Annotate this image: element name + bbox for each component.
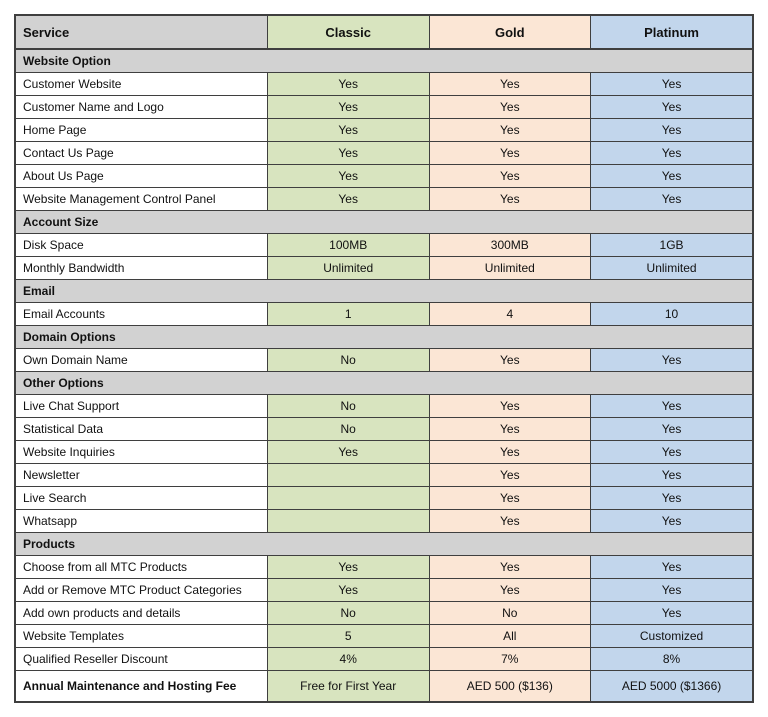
service-cell: Live Search bbox=[15, 487, 267, 510]
platinum-cell: Unlimited bbox=[591, 257, 753, 280]
classic-cell: Yes bbox=[267, 119, 429, 142]
table-body bbox=[15, 49, 753, 702]
service-cell: Add or Remove MTC Product Categories bbox=[15, 579, 267, 602]
classic-cell: 5 bbox=[267, 625, 429, 648]
column-header-classic: Classic bbox=[267, 15, 429, 49]
service-cell: Qualified Reseller Discount bbox=[15, 648, 267, 671]
service-cell: Home Page bbox=[15, 119, 267, 142]
platinum-cell: Yes bbox=[591, 602, 753, 625]
classic-cell: Yes bbox=[267, 142, 429, 165]
platinum-cell: Yes bbox=[591, 349, 753, 372]
section-header-domain-options: Domain Options bbox=[15, 326, 753, 349]
classic-cell: Yes bbox=[267, 556, 429, 579]
gold-cell: Yes bbox=[429, 556, 591, 579]
service-cell: Monthly Bandwidth bbox=[15, 257, 267, 280]
table-row-live-chat-support bbox=[15, 395, 753, 418]
gold-cell: Yes bbox=[429, 349, 591, 372]
classic-cell: Yes bbox=[267, 188, 429, 211]
classic-cell: Free for First Year bbox=[267, 671, 429, 703]
platinum-cell: 10 bbox=[591, 303, 753, 326]
platinum-cell: Yes bbox=[591, 441, 753, 464]
platinum-cell: Yes bbox=[591, 96, 753, 119]
gold-cell: Yes bbox=[429, 510, 591, 533]
section-row-email bbox=[15, 280, 753, 303]
section-row-domain-options bbox=[15, 326, 753, 349]
section-row-other-options bbox=[15, 372, 753, 395]
service-cell: Disk Space bbox=[15, 234, 267, 257]
section-row-products bbox=[15, 533, 753, 556]
service-cell: Annual Maintenance and Hosting Fee bbox=[15, 671, 267, 703]
table-row-website-management-control-panel bbox=[15, 188, 753, 211]
gold-cell: 4 bbox=[429, 303, 591, 326]
gold-cell: Yes bbox=[429, 487, 591, 510]
gold-cell: Yes bbox=[429, 119, 591, 142]
table-row-disk-space bbox=[15, 234, 753, 257]
gold-cell: No bbox=[429, 602, 591, 625]
table-row-customer-name-and-logo bbox=[15, 96, 753, 119]
classic-cell: Yes bbox=[267, 165, 429, 188]
classic-cell: No bbox=[267, 395, 429, 418]
table-row-live-search bbox=[15, 487, 753, 510]
gold-cell: 300MB bbox=[429, 234, 591, 257]
service-cell: Contact Us Page bbox=[15, 142, 267, 165]
service-cell: Customer Website bbox=[15, 73, 267, 96]
classic-cell: Yes bbox=[267, 73, 429, 96]
gold-cell: Yes bbox=[429, 464, 591, 487]
gold-cell: Yes bbox=[429, 395, 591, 418]
classic-cell: Yes bbox=[267, 441, 429, 464]
column-header-platinum: Platinum bbox=[591, 15, 753, 49]
platinum-cell: Yes bbox=[591, 418, 753, 441]
gold-cell: AED 500 ($136) bbox=[429, 671, 591, 703]
platinum-cell: Yes bbox=[591, 165, 753, 188]
pricing-comparison-table bbox=[14, 14, 754, 703]
platinum-cell: Customized bbox=[591, 625, 753, 648]
gold-cell: Yes bbox=[429, 441, 591, 464]
service-cell: Website Inquiries bbox=[15, 441, 267, 464]
service-cell: Live Chat Support bbox=[15, 395, 267, 418]
section-header-other-options: Other Options bbox=[15, 372, 753, 395]
table-row-add-own-products-and-details bbox=[15, 602, 753, 625]
table-row-own-domain-name bbox=[15, 349, 753, 372]
classic-cell: No bbox=[267, 349, 429, 372]
gold-cell: Yes bbox=[429, 165, 591, 188]
classic-cell: Unlimited bbox=[267, 257, 429, 280]
classic-cell: 1 bbox=[267, 303, 429, 326]
gold-cell: Yes bbox=[429, 73, 591, 96]
service-cell: Statistical Data bbox=[15, 418, 267, 441]
table-row-choose-from-all-mtc-products bbox=[15, 556, 753, 579]
gold-cell: Yes bbox=[429, 96, 591, 119]
classic-cell: No bbox=[267, 602, 429, 625]
platinum-cell: 1GB bbox=[591, 234, 753, 257]
service-cell: Own Domain Name bbox=[15, 349, 267, 372]
gold-cell: Yes bbox=[429, 188, 591, 211]
table-row-website-templates bbox=[15, 625, 753, 648]
gold-cell: 7% bbox=[429, 648, 591, 671]
table-row-customer-website bbox=[15, 73, 753, 96]
table-row-whatsapp bbox=[15, 510, 753, 533]
section-header-products: Products bbox=[15, 533, 753, 556]
service-cell: Whatsapp bbox=[15, 510, 267, 533]
platinum-cell: Yes bbox=[591, 579, 753, 602]
column-header-gold: Gold bbox=[429, 15, 591, 49]
table-row-qualified-reseller-discount bbox=[15, 648, 753, 671]
service-cell: Customer Name and Logo bbox=[15, 96, 267, 119]
service-cell: Newsletter bbox=[15, 464, 267, 487]
table-row-about-us-page bbox=[15, 165, 753, 188]
classic-cell bbox=[267, 510, 429, 533]
platinum-cell: 8% bbox=[591, 648, 753, 671]
table-row-website-inquiries bbox=[15, 441, 753, 464]
platinum-cell: Yes bbox=[591, 510, 753, 533]
service-cell: Add own products and details bbox=[15, 602, 267, 625]
section-header-account-size: Account Size bbox=[15, 211, 753, 234]
section-row-website-option bbox=[15, 49, 753, 73]
table-header bbox=[15, 15, 753, 49]
section-row-account-size bbox=[15, 211, 753, 234]
table-row-add-or-remove-mtc-product-categories bbox=[15, 579, 753, 602]
platinum-cell: Yes bbox=[591, 73, 753, 96]
table-row-contact-us-page bbox=[15, 142, 753, 165]
service-cell: Email Accounts bbox=[15, 303, 267, 326]
classic-cell: Yes bbox=[267, 579, 429, 602]
platinum-cell: Yes bbox=[591, 142, 753, 165]
platinum-cell: Yes bbox=[591, 487, 753, 510]
table-row-home-page bbox=[15, 119, 753, 142]
table-row-statistical-data bbox=[15, 418, 753, 441]
platinum-cell: AED 5000 ($1366) bbox=[591, 671, 753, 703]
platinum-cell: Yes bbox=[591, 556, 753, 579]
gold-cell: Unlimited bbox=[429, 257, 591, 280]
classic-cell bbox=[267, 487, 429, 510]
table-row-monthly-bandwidth bbox=[15, 257, 753, 280]
section-header-email: Email bbox=[15, 280, 753, 303]
gold-cell: Yes bbox=[429, 142, 591, 165]
header-row bbox=[15, 15, 753, 49]
service-cell: Website Management Control Panel bbox=[15, 188, 267, 211]
gold-cell: All bbox=[429, 625, 591, 648]
section-header-website-option: Website Option bbox=[15, 49, 753, 73]
platinum-cell: Yes bbox=[591, 188, 753, 211]
classic-cell bbox=[267, 464, 429, 487]
column-header-service: Service bbox=[15, 15, 267, 49]
platinum-cell: Yes bbox=[591, 395, 753, 418]
gold-cell: Yes bbox=[429, 418, 591, 441]
service-cell: About Us Page bbox=[15, 165, 267, 188]
service-cell: Choose from all MTC Products bbox=[15, 556, 267, 579]
classic-cell: 4% bbox=[267, 648, 429, 671]
platinum-cell: Yes bbox=[591, 119, 753, 142]
table-row-email-accounts bbox=[15, 303, 753, 326]
classic-cell: No bbox=[267, 418, 429, 441]
platinum-cell: Yes bbox=[591, 464, 753, 487]
service-cell: Website Templates bbox=[15, 625, 267, 648]
gold-cell: Yes bbox=[429, 579, 591, 602]
classic-cell: Yes bbox=[267, 96, 429, 119]
table-row-newsletter bbox=[15, 464, 753, 487]
table-row-annual-maintenance-and-hosting-fee bbox=[15, 671, 753, 703]
classic-cell: 100MB bbox=[267, 234, 429, 257]
